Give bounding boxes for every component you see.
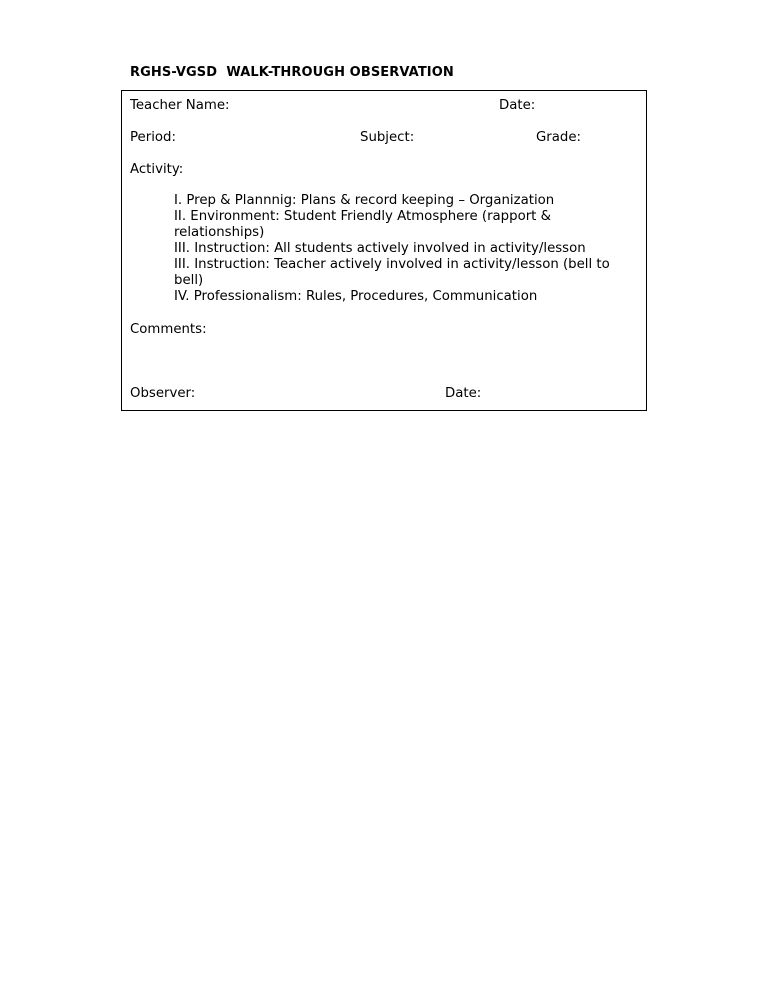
observer-label: Observer: <box>130 386 196 401</box>
teacher-name-label: Teacher Name: <box>130 98 230 113</box>
document-title: RGHS-VGSD WALK-THROUGH OBSERVATION <box>130 65 454 80</box>
activity-label: Activity: <box>130 162 184 177</box>
criteria-item: IV. Professionalism: Rules, Procedures, Communication <box>174 289 538 304</box>
period-label: Period: <box>130 130 176 145</box>
observation-form <box>121 90 647 411</box>
criteria-list <box>174 193 642 305</box>
criteria-item: III. Instruction: Teacher actively involved in activity/lesson (bell to bell) <box>174 257 610 288</box>
subject-label: Subject: <box>360 130 415 145</box>
grade-label: Grade: <box>536 130 582 145</box>
criteria-item: I. Prep & Plannnig: Plans & record keeping – Organization <box>174 193 555 208</box>
criteria-item: II. Environment: Student Friendly Atmosphere (rapport & relationships) <box>174 209 551 240</box>
comments-label: Comments: <box>130 322 207 337</box>
date-label-top: Date: <box>499 98 536 113</box>
date-label-bottom: Date: <box>445 386 482 401</box>
criteria-item: III. Instruction: All students actively involved in activity/lesson <box>174 241 586 256</box>
